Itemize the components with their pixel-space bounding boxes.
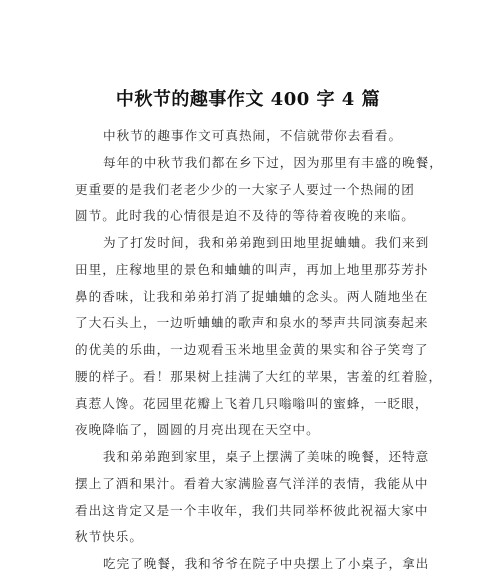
paragraph-line: 真惹人馋。花园里花瓣上飞着几只嗡嗡叫的蜜蜂，一眨眼，	[75, 396, 429, 411]
paragraph-line: 圆节。此时我的心情很是迫不及待的等待着夜晚的来临。	[75, 208, 415, 223]
paragraph-line: 的优美的乐曲，一边观看玉米地里金黄的果实和谷子笑弯了	[75, 342, 429, 357]
paragraph-line: 更重要的是我们老老少少的一大家子人要过一个热闹的团	[75, 182, 415, 197]
paragraph-line: 吃完了晚餐，我和爷爷在院子中央摆上了小桌子，拿出	[103, 556, 430, 571]
paragraph-line: 秋节快乐。	[75, 529, 143, 544]
paragraph-line: 夜晚降临了，圆圆的月亮出现在天空中。	[75, 422, 320, 437]
paragraph-line: 看出这肯定又是一个丰收年，我们共同举杯彼此祝福大家中	[75, 503, 429, 518]
paragraph-line: 每年的中秋节我们都在乡下过，因为那里有丰盛的晚餐，	[103, 155, 443, 170]
paragraph-line: 摆上了酒和果汁。看着大家满脸喜气洋洋的表情，我能从中	[75, 476, 429, 491]
paragraph-line: 我和弟弟跑到家里，桌子上摆满了美味的晚餐，还特意	[103, 449, 430, 464]
page-title: 中秋节的趣事作文 400 字 4 篇	[115, 89, 381, 110]
paragraph-line: 田里，庄稼地里的景色和蛐蛐的叫声，再加上地里那芬芳扑	[75, 262, 429, 277]
paragraph-line: 鼻的香味，让我和弟弟打消了捉蛐蛐的念头。两人随地坐在	[75, 289, 429, 304]
paragraph-line: 了大石头上，一边听蛐蛐的歌声和泉水的琴声共同演奏起来	[75, 315, 429, 330]
paragraph-line: 腰的样子。看！那果树上挂满了大红的苹果，害羞的红着脸，	[75, 369, 443, 384]
paragraph-line: 中秋节的趣事作文可真热闹，不信就带你去看看。	[103, 128, 403, 143]
paragraph-line: 为了打发时间，我和弟弟跑到田地里捉蛐蛐。我们来到	[103, 235, 430, 250]
